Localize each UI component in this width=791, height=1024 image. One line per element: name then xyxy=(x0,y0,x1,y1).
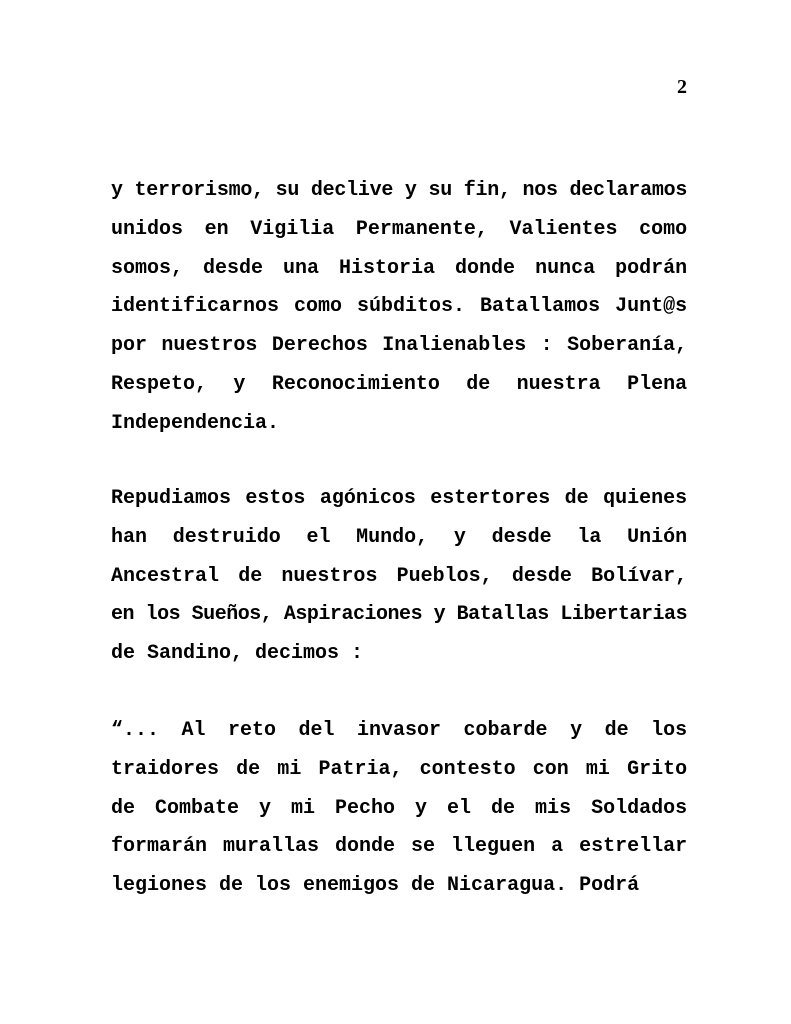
text-line: de Sandino, decimos : xyxy=(111,642,364,666)
text-line: han destruido el Mundo, y desde la Unión xyxy=(111,525,688,549)
text-line: somos, desde una Historia donde nunca podrán xyxy=(111,256,688,280)
paragraph-3 xyxy=(111,712,687,906)
text-line: traidores de mi Patria, contesto con mi Grito xyxy=(111,757,688,781)
text-line: y terrorismo, su declive y su fin, nos declaramos xyxy=(111,179,688,202)
text-line: Respeto, y Reconocimiento de nuestra Plena xyxy=(111,372,688,396)
text-line: de Combate y mi Pecho y el de mis Soldados xyxy=(111,796,688,820)
text-line: legiones de los enemigos de Nicaragua. Podrá xyxy=(111,874,640,898)
text-line: Repudiamos estos agónicos estertores de quienes xyxy=(111,487,688,510)
text-line: Ancestral de nuestros Pueblos, desde Bolívar, xyxy=(111,564,688,588)
text-line: “... Al reto del invasor cobarde y de los xyxy=(111,719,688,742)
text-line: por nuestros Derechos Inalienables : Soberanía, xyxy=(111,334,688,358)
paragraph-1 xyxy=(111,172,687,444)
text-line: Independencia. xyxy=(111,411,280,435)
text-line: identificarnos como súbditos. Batallamos Junt@s xyxy=(111,295,688,319)
text-line: unidos en Vigilia Permanente, Valientes como xyxy=(111,217,688,241)
paragraph-2 xyxy=(111,480,687,674)
text-line: formarán murallas donde se lleguen a estrellar xyxy=(111,835,688,859)
page-number: 2 xyxy=(677,76,687,98)
text-line: en los Sueños, Aspiraciones y Batallas Libertarias xyxy=(111,603,688,627)
